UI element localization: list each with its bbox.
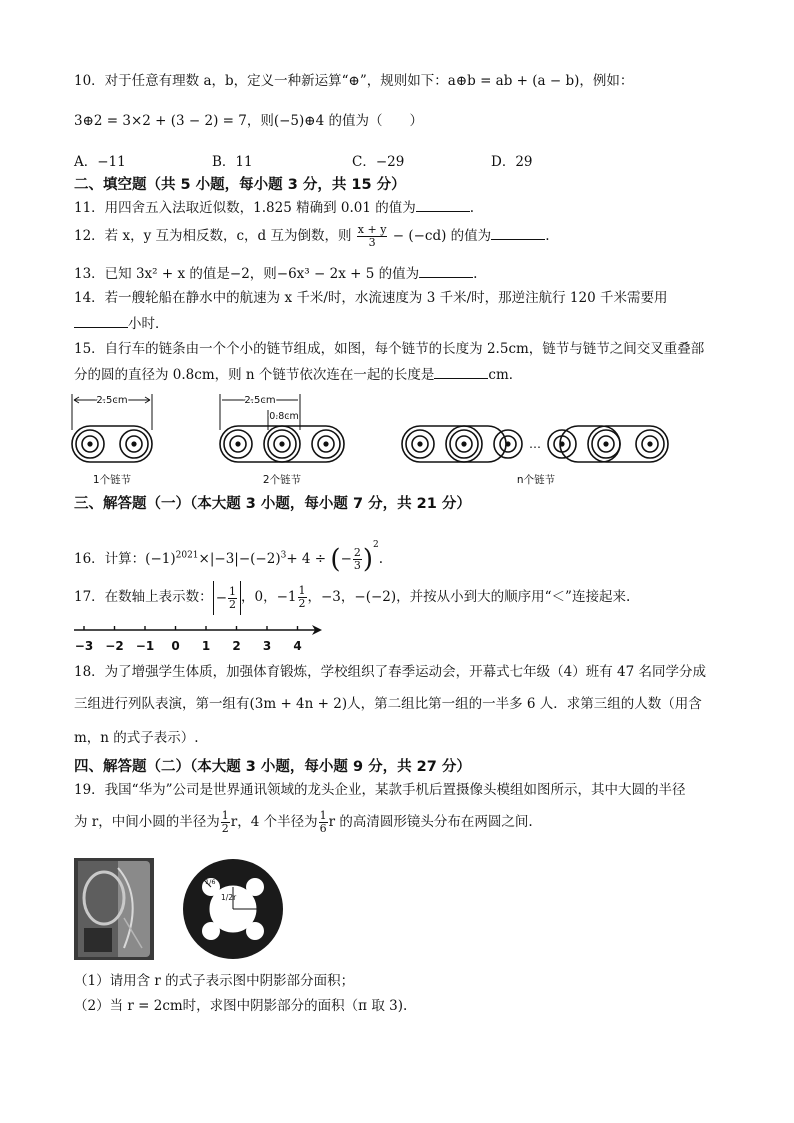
q18-line2: 三组进行列队表演，第一组有(3m + 4n + 2)人，第二组比第一组的一半多 6 人．求第三组的人数（用含 bbox=[74, 696, 702, 712]
q19-l2c: r 的高清圆形镜头分布在两圆之间. bbox=[328, 814, 533, 830]
q12-post: − (−cd) 的值为 bbox=[392, 228, 492, 244]
q11-text: 11．用四舍五入法取近似数，1.825 精确到 0.01 的值为 bbox=[74, 200, 416, 216]
q13-end: . bbox=[473, 266, 478, 282]
q16-exponent-2: 3 bbox=[280, 550, 287, 561]
q19-line1: 19．我国“华为”公司是世界通讯领域的龙头企业，某款手机后置摄像头模组如图所示，其中大圆的半径 bbox=[74, 782, 686, 798]
number-line-label: 3 bbox=[262, 639, 272, 653]
q14-line2 bbox=[74, 315, 169, 333]
number-line-label: 4 bbox=[293, 639, 302, 653]
q11-end: . bbox=[469, 200, 475, 216]
q10-option-c: C．−29 bbox=[352, 154, 405, 170]
number-line-label: 1 bbox=[201, 639, 211, 653]
q19-part2: （2）当 r = 2cm时，求图中阴影部分的面积（π 取 3). bbox=[74, 998, 408, 1014]
two-link-diagram bbox=[220, 394, 344, 462]
q16-mid2: + 4 ÷ bbox=[286, 551, 327, 567]
q17-abs-value: − $\frac{1}{2}$ bbox=[213, 581, 241, 615]
lens-circle bbox=[246, 922, 264, 940]
q19-sixth-numerator: 1 bbox=[319, 809, 327, 822]
q16-fraction bbox=[353, 547, 362, 572]
q17 bbox=[74, 580, 630, 615]
q11 bbox=[74, 199, 474, 217]
camera-module-diagram bbox=[181, 857, 285, 961]
n-link-caption: n个链节 bbox=[516, 474, 556, 486]
q11-answer-blank[interactable] bbox=[416, 199, 470, 212]
q19-l2a: 为 r，中间小圆的半径为 bbox=[74, 814, 220, 830]
q14-answer-blank[interactable] bbox=[74, 315, 128, 328]
q19-fraction-half bbox=[221, 810, 230, 835]
number-line bbox=[70, 620, 330, 656]
two-link-dimension: 2.5cm bbox=[244, 395, 276, 406]
q16-end: . bbox=[378, 551, 384, 567]
q16-fraction-numerator: 2 bbox=[353, 546, 361, 559]
number-line-label: −3 bbox=[74, 639, 94, 653]
q15-line1: 15．自行车的链条由一个个小的链节组成，如图，每个链节的长度为 2.5cm，链节与链节之间交叉重叠部 bbox=[74, 341, 705, 357]
q12-fraction bbox=[357, 224, 388, 249]
q17-frac1-denominator: 2 bbox=[229, 597, 236, 611]
q14-unit: 小时． bbox=[128, 316, 169, 332]
q17-pre: 17．在数轴上表示数： bbox=[74, 589, 213, 605]
one-link-dimension: 2.5cm bbox=[96, 395, 128, 406]
q19-fraction-sixth bbox=[319, 810, 328, 835]
phone-camera-photo bbox=[74, 858, 154, 960]
number-line-label: −1 bbox=[135, 639, 155, 653]
q13-answer-blank[interactable] bbox=[419, 265, 473, 278]
two-link-caption: 2个链节 bbox=[262, 474, 302, 486]
q19-half-denominator: 2 bbox=[221, 822, 229, 835]
one-link-caption: 1个链节 bbox=[92, 474, 132, 486]
q17-mid: ，0，−1 bbox=[241, 589, 297, 605]
q10-option-a: A．−11 bbox=[74, 154, 126, 170]
chain-link-figure bbox=[60, 390, 680, 488]
q10-line1: 10．对于任意有理数 a，b，定义一种新运算“⊕”，规则如下：a⊕b = ab + (a − b)，例如： bbox=[74, 73, 634, 89]
q13-pre: 13．已知 3x² + x 的值是−2，则−6x³ − 2x + 5 的值为 bbox=[74, 266, 420, 282]
section-3-heading: 三、解答题（一）（本大题 3 小题，每小题 7 分，共 21 分） bbox=[74, 496, 471, 512]
q10-line2: 3⊕2 = 3×2 + (3 − 2) = 7，则(−5)⊕4 的值为（ ） bbox=[74, 113, 423, 129]
q19-sixth-denominator: 6 bbox=[319, 822, 327, 835]
q10-option-b: B．11 bbox=[212, 154, 253, 170]
q19-part1: （1）请用含 r 的式子表示图中阴影部分面积； bbox=[74, 973, 355, 989]
q16-exponent-3: 2 bbox=[373, 540, 379, 550]
q13 bbox=[74, 265, 477, 283]
q10-option-d: D．29 bbox=[491, 154, 533, 170]
q17-post: ，−3，−(−2)，并按从小到大的顺序用“＜”连接起来. bbox=[307, 589, 631, 605]
number-line-label: 0 bbox=[171, 639, 180, 653]
q19-half-numerator: 1 bbox=[221, 809, 229, 822]
q14-line1: 14．若一艘轮船在静水中的航速为 x 千米/时，水流速度为 3 千米/时，那逆注航行 120 千米需要用 bbox=[74, 290, 668, 306]
section-2-heading: 二、填空题（共 5 小题，每小题 3 分，共 15 分） bbox=[74, 177, 406, 193]
ellipsis: … bbox=[529, 437, 541, 451]
q12-pre: 12．若 x，y 互为相反数，c，d 互为倒数，则 bbox=[74, 228, 352, 244]
q12-end: . bbox=[545, 228, 550, 244]
q12-fraction-denominator: 3 bbox=[368, 236, 376, 249]
q16-fraction-denominator: 3 bbox=[353, 559, 361, 572]
q17-frac1-numerator: 1 bbox=[229, 584, 236, 598]
q17-frac2-numerator: 1 bbox=[298, 584, 306, 597]
q18-line1: 18．为了增强学生体质，加强体育锻炼，学校组织了春季运动会，开幕式七年级（4）班有 47 名同学分成 bbox=[74, 664, 707, 680]
q15-line2-pre: 分的圆的直径为 0.8cm，则 n 个链节依次连在一起的长度是 bbox=[74, 367, 435, 383]
q17-frac2-denominator: 2 bbox=[298, 597, 306, 610]
lens-circle bbox=[246, 878, 264, 896]
sixth-r-label: 1/6 bbox=[205, 878, 216, 886]
q15-answer-blank[interactable] bbox=[434, 366, 488, 379]
q12-fraction-numerator: x + y bbox=[357, 223, 387, 236]
q16: 16．计算：$(-1)^{2021}\times|-3|-(-2)^3+ 4$ ÷ (− $\frac{2}{3}$ )$^2$. bbox=[74, 540, 384, 575]
q16-exponent: 2021 bbox=[175, 550, 199, 561]
overlap-dimension: 0.8cm bbox=[269, 411, 299, 422]
q16-pre: 16．计算：(−1) bbox=[74, 551, 176, 567]
number-line-label: 2 bbox=[232, 639, 241, 653]
q17-mixed-fraction bbox=[298, 585, 307, 610]
q19-l2b: r，4 个半径为 bbox=[230, 814, 318, 830]
q19-line2 bbox=[74, 805, 533, 839]
q16-mid: ×|−3|−(−2) bbox=[198, 551, 281, 567]
lens-circle bbox=[202, 922, 220, 940]
q12-answer-blank[interactable] bbox=[491, 227, 545, 240]
number-line-label: −2 bbox=[105, 639, 124, 653]
q15-line2-post: cm． bbox=[488, 367, 523, 383]
q15-line2 bbox=[74, 366, 522, 384]
q12 bbox=[74, 222, 549, 250]
q18-line3: m，n 的式子表示）. bbox=[74, 730, 199, 746]
section-4-heading: 四、解答题（二）（本大题 3 小题，每小题 9 分，共 27 分） bbox=[74, 759, 471, 775]
half-r-label: 1/2r bbox=[221, 893, 237, 902]
